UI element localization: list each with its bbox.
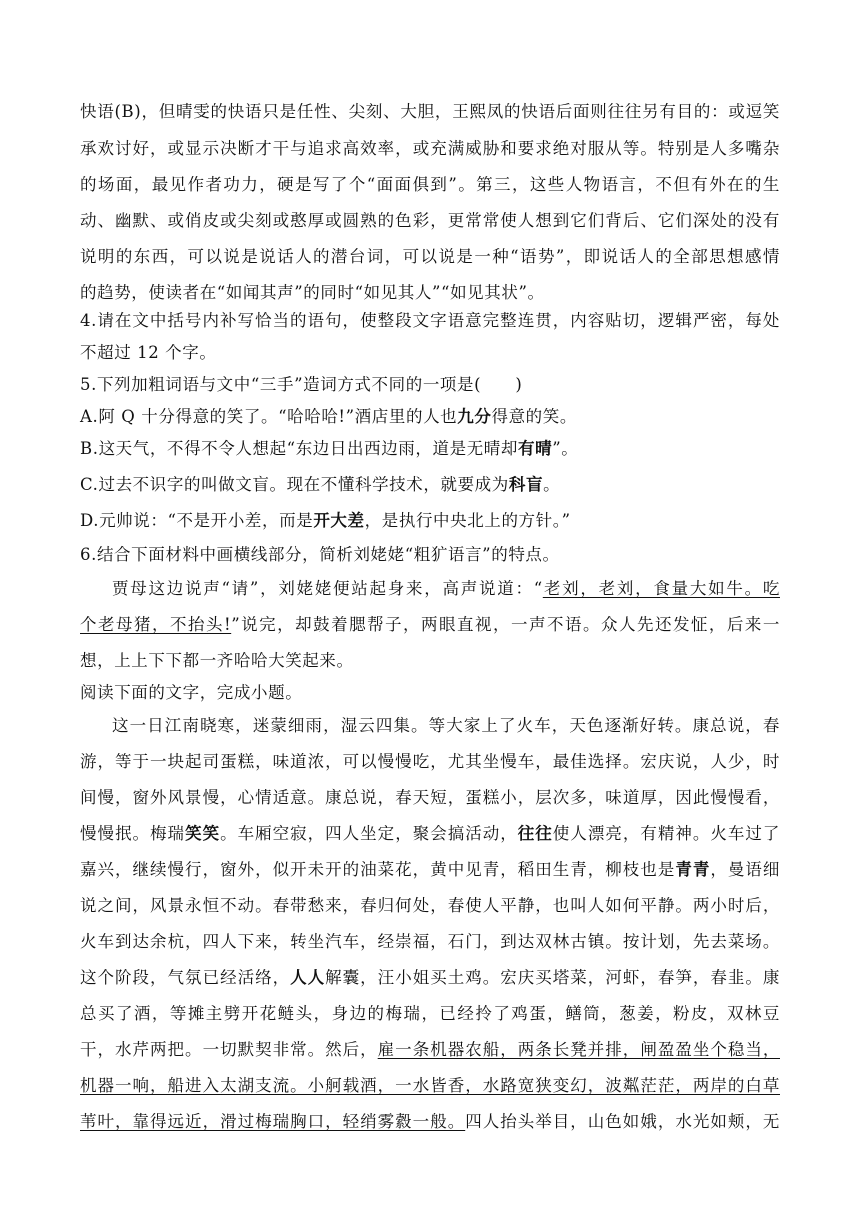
material-line [80,614,780,636]
text-line: 快语(B)，但晴雯的快语只是任性、尖刻、大胆，王熙凤的快语后面则往往另有目的：或逗笑 [80,102,780,121]
section-instruction: 阅读下面的文字，完成小题。 [80,683,303,702]
bold-term: 科盲 [508,475,544,494]
underlined-text: 苇叶，靠得远近，滑过梅瑞胸口，轻绡雾縠一般。 [80,1112,466,1131]
question-6: 6.结合下面材料中画横线部分，简析刘姥姥“粗犷语言”的特点。 [80,545,560,564]
option-a [80,406,577,428]
passage-line [80,1075,780,1097]
text-line: 说明的东西，可以说是说话人的潜台词，可以说是一种“语势”，即说话人的全部思想感情 [80,247,780,266]
underlined-text: 机器一响，船进入太湖支流。小舸载酒，一水皆香，水路宽狭变幻，波粼茫茫，两岸的白草 [80,1076,780,1095]
underlined-text: 老刘，老刘，食量大如牛。吃 [542,579,780,598]
bold-term: 往往 [517,824,553,843]
bold-term: 有晴 [518,439,553,458]
option-text: ”。 [552,439,579,458]
material-text: ”说完，却鼓着腮帮子，两眼直视，一声不语。众人先还发怔，后来一 [231,615,781,634]
passage-line: 总买了酒，等摊主劈开花鲢头，身边的梅瑞，已经拎了鸡蛋，鳝筒，葱姜，粉皮，双林豆 [80,1004,780,1023]
option-b [80,438,578,460]
option-text: D.元帅说：“不是开小差，而是 [80,511,314,530]
option-d [80,510,571,532]
passage-text: 使人漂亮，有精神。火车过了 [552,824,781,843]
underlined-text: 个老母猪，不抬头! [80,615,232,634]
passage-line [80,1039,780,1061]
option-text: 。 [543,475,561,494]
passage-line [80,967,780,989]
bold-term: 九分 [457,407,492,426]
passage-line [80,859,780,881]
passage-line: 这一日江南晓寒，迷蒙细雨，湿云四集。等大家上了火车，天色逐渐好转。康总说，春 [112,716,780,735]
text-line: 承欢讨好，或显示决断才干与追求高效率，或充满威胁和要求绝对服从等。特别是人多嘴杂 [80,139,780,158]
bold-term: 青青 [675,860,711,879]
passage-text: 这个阶段，气氛已经活络， [80,968,291,987]
option-text: B.这天气，不得不令人想起“东边日出西边雨，道是无晴却 [80,439,519,458]
option-c [80,474,560,496]
text-line: 的场面，最见作者功力，硬是写了个“面面俱到”。第三，这些人物语言，不但有外在的生 [80,175,780,194]
bold-term: 笑笑 [185,824,221,843]
underlined-text: 雇一条机器农船，两条长凳并排，闸盈盈坐个稳当， [377,1040,780,1059]
question-4: 4.请在文中括号内补写恰当的语句，使整段文字语意完整连贯，内容贴切，逻辑严密，每处 [80,311,780,330]
option-text: 得意的笑。 [491,407,577,426]
passage-text: 干，水芹两把。一切默契非常。然后， [80,1040,378,1059]
passage-line: 游，等于一块起司蛋糕，味道浓，可以慢慢吃，尤其坐慢车，最佳选择。宏庆说，人少，时 [80,752,780,771]
passage-text: 慢慢抿。梅瑞 [80,824,186,843]
passage-text: ，曼语细 [710,860,781,879]
text-line: 的趋势，使读者在“如闻其声”的同时“如见其人”“如见其状”。 [80,283,545,302]
bold-term: 人人 [290,968,326,987]
text-line: 动、幽默、或俏皮或尖刻或憨厚或圆熟的色彩，更常常使人想到它们背后、它们深处的没有 [80,211,780,230]
passage-line: 间慢，窗外风景慢，心情适意。康总说，春天短，蛋糕小，层次多，味道厚，因此慢慢看， [80,788,780,807]
passage-line: 火车到达余杭，四人下来，转坐汽车，经崇福，石门，到达双林古镇。按计划，先去菜场。 [80,932,780,951]
passage-text: 。车厢空寂，四人坐定，聚会搞活动， [220,824,518,843]
passage-line [80,823,780,845]
option-text: ，是执行中央北上的方针。” [364,511,571,530]
passage-line [80,1111,780,1133]
material-line [112,578,780,600]
passage-text: 解囊，汪小姐买土鸡。宏庆买塔菜，河虾，春笋，春韭。康 [325,968,781,987]
option-text: C.过去不识字的叫做文盲。现在不懂科学技术，就要成为 [80,475,509,494]
material-text: 贾母这边说声“请”，刘姥姥便站起身来，高声说道：“ [112,579,543,598]
passage-text: 嘉兴，继续慢行，窗外，似开未开的油菜花，黄中见青，稻田生青，柳枝也是 [80,860,676,879]
passage-line: 说之间，风景永恒不动。春带愁来，春归何处，春使人平静，也叫人如何平静。两小时后， [80,896,780,915]
option-text: A.阿 Q 十分得意的笑了。“哈哈哈!”酒店里的人也 [80,407,458,426]
text-line: 想，上上下下都一齐哈哈大笑起来。 [80,651,354,670]
bold-term: 开大差 [313,511,365,530]
text-line: 不超过 12 个字。 [80,343,217,362]
passage-text: 四人抬头举目，山色如娥，水光如颊，无 [465,1112,780,1131]
question-5: 5.下列加粗词语与文中“三手”造词方式不同的一项是( ) [80,375,523,394]
